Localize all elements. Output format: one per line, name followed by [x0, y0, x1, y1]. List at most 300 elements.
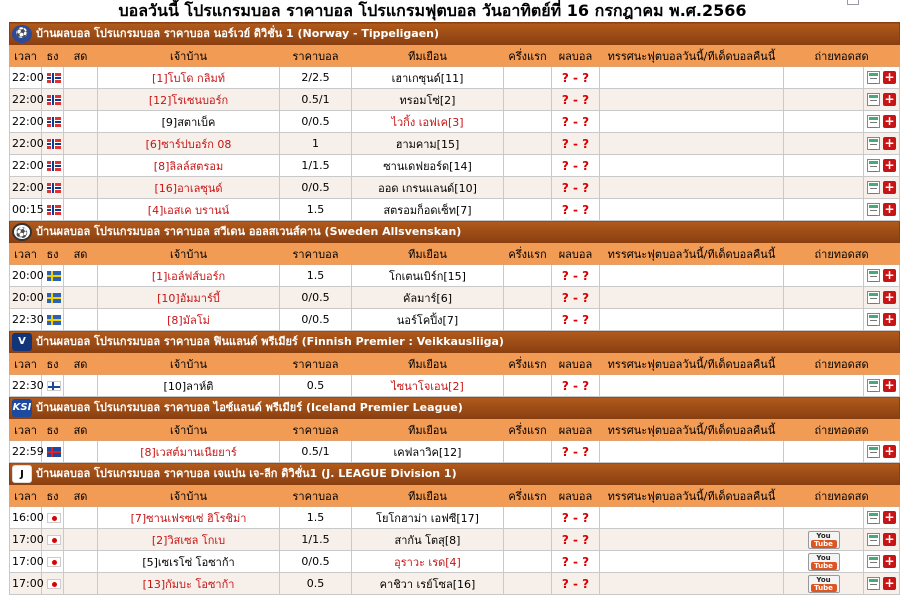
country-flag-icon: [47, 271, 61, 281]
half-time-score: [504, 265, 552, 287]
live-cell: [64, 529, 98, 551]
broadcast-cell: [784, 551, 864, 573]
col-result: ผลบอล: [552, 243, 600, 265]
live-cell: [64, 507, 98, 529]
stats-icon[interactable]: [867, 203, 880, 216]
match-result: ? - ?: [552, 199, 600, 221]
tips-cell[interactable]: [600, 507, 784, 529]
match-result: ? - ?: [552, 309, 600, 331]
home-team[interactable]: [10]อัมมาร์บี้: [98, 287, 280, 309]
odds: 2/2.5: [280, 67, 352, 89]
column-header-row: [10, 243, 900, 265]
country-flag-icon: [47, 95, 61, 105]
half-time-score: [504, 199, 552, 221]
odds: 0.5/1: [280, 89, 352, 111]
home-team[interactable]: [5]เซเรโซ่ โอซาก้า: [98, 551, 280, 573]
away-team[interactable]: สากัน โตสุ[8]: [352, 529, 504, 551]
jleague-icon: J: [12, 465, 32, 483]
add-icon[interactable]: +: [884, 510, 895, 525]
half-time-score: [504, 507, 552, 529]
tips-cell[interactable]: [600, 573, 784, 595]
col-broadcast: ถ่ายทอดสด: [784, 353, 900, 375]
live-cell: [64, 67, 98, 89]
stats-icon[interactable]: [867, 291, 880, 304]
match-time: 22:00: [10, 67, 42, 89]
column-header-row: [10, 353, 900, 375]
actions-cell: [864, 287, 900, 309]
home-team[interactable]: [12]โรเซนบอร์ก: [98, 89, 280, 111]
tips-cell[interactable]: [600, 441, 784, 463]
away-team[interactable]: โยโกฮาม่า เอฟซี[17]: [352, 507, 504, 529]
league-title[interactable]: บ้านผลบอล โปรแกรมบอล ราคาบอล นอร์เวย์ ดิวิชั่น 1 (Norway - Tippeligaen): [36, 27, 440, 40]
col-odds: ราคาบอล: [280, 243, 352, 265]
country-flag-icon: [47, 117, 61, 127]
half-time-score: [504, 155, 552, 177]
live-cell: [64, 111, 98, 133]
flag-cell: [42, 199, 64, 221]
youtube-icon[interactable]: You Tube: [808, 531, 840, 549]
col-broadcast: ถ่ายทอดสด: [784, 419, 900, 441]
broadcast-cell: [784, 265, 864, 287]
broadcast-cell: [784, 441, 864, 463]
stats-icon[interactable]: [867, 159, 880, 172]
tips-cell[interactable]: [600, 265, 784, 287]
col-flag: ธง: [42, 353, 64, 375]
col-odds: ราคาบอล: [280, 45, 352, 67]
away-team[interactable]: สตรอมก็อดเซ็ท[7]: [352, 199, 504, 221]
tips-cell[interactable]: [600, 529, 784, 551]
live-cell: [64, 551, 98, 573]
odds: 0/0.5: [280, 551, 352, 573]
half-time-score: [504, 177, 552, 199]
home-team[interactable]: [1]โบโด กลิมท์: [98, 67, 280, 89]
broadcast-cell: [784, 111, 864, 133]
odds: 0/0.5: [280, 309, 352, 331]
live-cell: [64, 155, 98, 177]
stats-icon[interactable]: [867, 181, 880, 194]
match-row: [10, 177, 900, 199]
actions-cell: [864, 177, 900, 199]
odds: 0/0.5: [280, 111, 352, 133]
col-result: ผลบอล: [552, 353, 600, 375]
league-title[interactable]: บ้านผลบอล โปรแกรมบอล ราคาบอล เจแปน เจ-ลีก ดิวิชั่น1 (J. LEAGUE Division 1): [36, 467, 457, 480]
match-result: ? - ?: [552, 111, 600, 133]
actions-cell: [864, 133, 900, 155]
half-time-score: [504, 89, 552, 111]
col-broadcast: ถ่ายทอดสด: [784, 243, 900, 265]
flag-cell: [42, 89, 64, 111]
home-team[interactable]: [9]สตาเบ็ค: [98, 111, 280, 133]
col-result: ผลบอล: [552, 485, 600, 507]
odds: 0.5: [280, 573, 352, 595]
home-team[interactable]: [8]เวสต์มานเนียยาร์: [98, 441, 280, 463]
norway-league-icon: ⚽: [12, 25, 32, 43]
home-team[interactable]: [13]กัมบะ โอซาก้า: [98, 573, 280, 595]
tips-cell[interactable]: [600, 67, 784, 89]
broadcast-cell: [784, 199, 864, 221]
away-team[interactable]: ฮามคาม[15]: [352, 133, 504, 155]
actions-cell: [864, 441, 900, 463]
broadcast-cell: [784, 177, 864, 199]
schedule-table: [9, 22, 900, 595]
odds: 1/1.5: [280, 529, 352, 551]
match-result: ? - ?: [552, 89, 600, 111]
league-title[interactable]: บ้านผลบอล โปรแกรมบอล ราคาบอล ฟินแลนด์ พรีเมียร์ (Finnish Premier : Veikkausliiga): [36, 335, 504, 348]
actions-cell: [864, 89, 900, 111]
league-header: [10, 397, 900, 419]
actions-cell: [864, 309, 900, 331]
broadcast-cell: [784, 375, 864, 397]
broadcast-cell: [784, 67, 864, 89]
actions-cell: [864, 551, 900, 573]
broadcast-cell: [784, 507, 864, 529]
broadcast-cell: [784, 133, 864, 155]
country-flag-icon: [47, 183, 61, 193]
half-time-score: [504, 287, 552, 309]
match-result: ? - ?: [552, 573, 600, 595]
live-cell: [64, 309, 98, 331]
match-row: [10, 287, 900, 309]
odds: 0.5: [280, 375, 352, 397]
away-team[interactable]: อุราวะ เรด[4]: [352, 551, 504, 573]
match-row: [10, 375, 900, 397]
col-half: ครึ่งแรก: [504, 485, 552, 507]
league-header: [10, 23, 900, 45]
match-result: ? - ?: [552, 265, 600, 287]
flag-cell: [42, 265, 64, 287]
match-time: 16:00: [10, 507, 42, 529]
match-result: ? - ?: [552, 177, 600, 199]
add-icon[interactable]: +: [884, 576, 895, 591]
add-icon[interactable]: +: [884, 202, 895, 217]
col-flag: ธง: [42, 419, 64, 441]
league-title[interactable]: บ้านผลบอล โปรแกรมบอล ราคาบอล สวีเดน ออลสเวนส์คาน (Sweden Allsvenskan): [36, 225, 462, 238]
stats-icon[interactable]: [867, 93, 880, 106]
flag-cell: [42, 155, 64, 177]
actions-cell: [864, 529, 900, 551]
live-cell: [64, 573, 98, 595]
flag-cell: [42, 573, 64, 595]
add-icon[interactable]: +: [884, 554, 895, 569]
odds: 1.5: [280, 507, 352, 529]
match-time: 22:30: [10, 309, 42, 331]
odds: 1/1.5: [280, 155, 352, 177]
tips-cell[interactable]: [600, 89, 784, 111]
youtube-icon[interactable]: You Tube: [808, 575, 840, 593]
add-icon[interactable]: +: [884, 268, 895, 283]
col-result: ผลบอล: [552, 45, 600, 67]
flag-cell: [42, 287, 64, 309]
match-time: 20:00: [10, 287, 42, 309]
odds: 0/0.5: [280, 287, 352, 309]
col-half: ครึ่งแรก: [504, 353, 552, 375]
col-tips: ทรรศนะฟุตบอลวันนี้/ทีเด็ดบอลคืนนี้: [600, 485, 784, 507]
odds: 0/0.5: [280, 177, 352, 199]
tips-cell[interactable]: [600, 375, 784, 397]
match-time: 22:00: [10, 155, 42, 177]
col-live: สด: [64, 353, 98, 375]
col-half: ครึ่งแรก: [504, 243, 552, 265]
match-time: 17:00: [10, 573, 42, 595]
col-live: สด: [64, 419, 98, 441]
add-icon[interactable]: +: [884, 136, 895, 151]
live-cell: [64, 287, 98, 309]
col-tips: ทรรศนะฟุตบอลวันนี้/ทีเด็ดบอลคืนนี้: [600, 419, 784, 441]
col-flag: ธง: [42, 243, 64, 265]
country-flag-icon: [47, 315, 61, 325]
stats-icon[interactable]: [867, 115, 880, 128]
match-row: [10, 551, 900, 573]
odds: 1.5: [280, 199, 352, 221]
half-time-score: [504, 133, 552, 155]
match-result: ? - ?: [552, 507, 600, 529]
flag-cell: [42, 529, 64, 551]
match-time: 00:15: [10, 199, 42, 221]
add-icon[interactable]: +: [884, 378, 895, 393]
tips-cell[interactable]: [600, 287, 784, 309]
stats-icon[interactable]: [867, 71, 880, 84]
live-cell: [64, 89, 98, 111]
half-time-score: [504, 573, 552, 595]
col-tips: ทรรศนะฟุตบอลวันนี้/ทีเด็ดบอลคืนนี้: [600, 353, 784, 375]
country-flag-icon: [47, 139, 61, 149]
col-time: เวลา: [10, 419, 42, 441]
match-result: ? - ?: [552, 67, 600, 89]
away-team[interactable]: ทรอมโซ่[2]: [352, 89, 504, 111]
match-time: 22:00: [10, 133, 42, 155]
flag-cell: [42, 111, 64, 133]
col-tips: ทรรศนะฟุตบอลวันนี้/ทีเด็ดบอลคืนนี้: [600, 243, 784, 265]
broadcast-cell: [784, 309, 864, 331]
flag-cell: [42, 67, 64, 89]
tips-cell[interactable]: [600, 309, 784, 331]
tips-cell[interactable]: [600, 551, 784, 573]
home-team[interactable]: [1]เอล์ฟส์บอร์ก: [98, 265, 280, 287]
country-flag-icon: [47, 557, 61, 567]
live-cell: [64, 199, 98, 221]
col-broadcast: ถ่ายทอดสด: [784, 485, 900, 507]
country-flag-icon: [47, 293, 61, 303]
column-header-row: [10, 485, 900, 507]
flag-cell: [42, 177, 64, 199]
col-flag: ธง: [42, 485, 64, 507]
match-result: ? - ?: [552, 375, 600, 397]
home-team[interactable]: [7]ซานเฟรซเซ่ ฮิโรชิม่า: [98, 507, 280, 529]
match-time: 22:59: [10, 441, 42, 463]
country-flag-icon: [47, 535, 61, 545]
col-away: ทีมเยือน: [352, 353, 504, 375]
column-header-row: [10, 419, 900, 441]
stats-icon[interactable]: [867, 577, 880, 590]
stats-icon[interactable]: [867, 511, 880, 524]
home-team[interactable]: [8]มัลโม่: [98, 309, 280, 331]
stats-icon[interactable]: [867, 269, 880, 282]
home-team[interactable]: [10]ลาห์ติ: [98, 375, 280, 397]
live-cell: [64, 375, 98, 397]
add-icon[interactable]: +: [884, 114, 895, 129]
match-row: [10, 133, 900, 155]
broadcast-cell: [784, 573, 864, 595]
flag-cell: [42, 309, 64, 331]
match-row: [10, 507, 900, 529]
league-header: [10, 221, 900, 243]
col-broadcast: ถ่ายทอดสด: [784, 45, 900, 67]
col-odds: ราคาบอล: [280, 485, 352, 507]
col-time: เวลา: [10, 353, 42, 375]
country-flag-icon: [47, 447, 61, 457]
stats-icon[interactable]: [867, 533, 880, 546]
away-team[interactable]: ไวกิ้ง เอฟเค[3]: [352, 111, 504, 133]
half-time-score: [504, 529, 552, 551]
odds: 1: [280, 133, 352, 155]
half-time-score: [504, 441, 552, 463]
col-home: เจ้าบ้าน: [98, 419, 280, 441]
flag-cell: [42, 551, 64, 573]
flag-cell: [42, 441, 64, 463]
add-icon[interactable]: +: [884, 180, 895, 195]
match-result: ? - ?: [552, 155, 600, 177]
match-result: ? - ?: [552, 551, 600, 573]
col-away: ทีมเยือน: [352, 485, 504, 507]
league-header: [10, 331, 900, 353]
col-tips: ทรรศนะฟุตบอลวันนี้/ทีเด็ดบอลคืนนี้: [600, 45, 784, 67]
away-team[interactable]: คาชิวา เรย์โซล[16]: [352, 573, 504, 595]
league-header: [10, 463, 900, 485]
col-time: เวลา: [10, 243, 42, 265]
away-team[interactable]: ไซนาโจเอน[2]: [352, 375, 504, 397]
away-team[interactable]: ออด เกรนแลนด์[10]: [352, 177, 504, 199]
away-team[interactable]: ซานเดฟยอร์ด[14]: [352, 155, 504, 177]
away-team[interactable]: เฮาเกซุนด์[11]: [352, 67, 504, 89]
stats-icon[interactable]: [867, 445, 880, 458]
away-team[interactable]: คัลมาร์[6]: [352, 287, 504, 309]
actions-cell: [864, 265, 900, 287]
add-icon[interactable]: +: [884, 532, 895, 547]
stats-icon[interactable]: [867, 313, 880, 326]
half-time-score: [504, 67, 552, 89]
tips-cell[interactable]: [600, 133, 784, 155]
country-flag-icon: [47, 381, 61, 391]
flag-cell: [42, 133, 64, 155]
match-row: [10, 309, 900, 331]
odds: 0.5/1: [280, 441, 352, 463]
home-team[interactable]: [6]ซาร์ปบอร์ก 08: [98, 133, 280, 155]
stats-icon[interactable]: [867, 379, 880, 392]
half-time-score: [504, 551, 552, 573]
stats-icon[interactable]: [867, 137, 880, 150]
col-half: ครึ่งแรก: [504, 419, 552, 441]
away-team[interactable]: นอร์โคปิ้ง[7]: [352, 309, 504, 331]
actions-cell: [864, 199, 900, 221]
match-time: 20:00: [10, 265, 42, 287]
col-result: ผลบอล: [552, 419, 600, 441]
match-time: 22:00: [10, 177, 42, 199]
match-row: [10, 573, 900, 595]
corner-widget[interactable]: [847, 0, 859, 5]
broadcast-cell: [784, 89, 864, 111]
match-result: ? - ?: [552, 133, 600, 155]
home-team[interactable]: [4]เอสเค บรานน์: [98, 199, 280, 221]
match-row: [10, 441, 900, 463]
sweden-league-icon: ⚽: [12, 223, 32, 241]
home-team[interactable]: [8]ลิลล์สตรอม: [98, 155, 280, 177]
broadcast-cell: [784, 529, 864, 551]
stats-icon[interactable]: [867, 555, 880, 568]
country-flag-icon: [47, 161, 61, 171]
match-row: [10, 265, 900, 287]
add-icon[interactable]: +: [884, 70, 895, 85]
col-away: ทีมเยือน: [352, 243, 504, 265]
actions-cell: [864, 507, 900, 529]
add-icon[interactable]: +: [884, 290, 895, 305]
away-team[interactable]: เคฟลาวิค[12]: [352, 441, 504, 463]
odds: 1.5: [280, 265, 352, 287]
tips-cell[interactable]: [600, 177, 784, 199]
home-team[interactable]: [2]วิสเซล โกเบ: [98, 529, 280, 551]
col-home: เจ้าบ้าน: [98, 45, 280, 67]
match-row: [10, 89, 900, 111]
col-away: ทีมเยือน: [352, 45, 504, 67]
match-row: [10, 155, 900, 177]
country-flag-icon: [47, 205, 61, 215]
tips-cell[interactable]: [600, 199, 784, 221]
match-time: 22:00: [10, 89, 42, 111]
country-flag-icon: [47, 73, 61, 83]
match-time: 22:00: [10, 111, 42, 133]
add-icon[interactable]: +: [884, 92, 895, 107]
add-icon[interactable]: +: [884, 312, 895, 327]
col-away: ทีมเยือน: [352, 419, 504, 441]
actions-cell: [864, 155, 900, 177]
country-flag-icon: [47, 513, 61, 523]
col-live: สด: [64, 243, 98, 265]
match-time: 22:30: [10, 375, 42, 397]
col-home: เจ้าบ้าน: [98, 243, 280, 265]
col-home: เจ้าบ้าน: [98, 485, 280, 507]
half-time-score: [504, 375, 552, 397]
live-cell: [64, 133, 98, 155]
flag-cell: [42, 507, 64, 529]
match-row: [10, 111, 900, 133]
live-cell: [64, 177, 98, 199]
broadcast-cell: [784, 287, 864, 309]
add-icon[interactable]: +: [884, 444, 895, 459]
match-result: ? - ?: [552, 287, 600, 309]
col-flag: ธง: [42, 45, 64, 67]
live-cell: [64, 441, 98, 463]
actions-cell: [864, 573, 900, 595]
col-time: เวลา: [10, 45, 42, 67]
half-time-score: [504, 111, 552, 133]
col-odds: ราคาบอล: [280, 353, 352, 375]
tips-cell[interactable]: [600, 155, 784, 177]
live-cell: [64, 265, 98, 287]
league-title[interactable]: บ้านผลบอล โปรแกรมบอล ราคาบอล ไอซ์แลนด์ พรีเมียร์ (Iceland Premier League): [36, 401, 463, 414]
youtube-icon[interactable]: You Tube: [808, 553, 840, 571]
col-home: เจ้าบ้าน: [98, 353, 280, 375]
col-live: สด: [64, 485, 98, 507]
match-result: ? - ?: [552, 441, 600, 463]
flag-cell: [42, 375, 64, 397]
finland-league-icon: V: [12, 333, 32, 351]
away-team[interactable]: โกเตนเบิร์ก[15]: [352, 265, 504, 287]
add-icon[interactable]: +: [884, 158, 895, 173]
tips-cell[interactable]: [600, 111, 784, 133]
home-team[interactable]: [16]อาเลซุนด์: [98, 177, 280, 199]
col-odds: ราคาบอล: [280, 419, 352, 441]
iceland-league-icon: KSI: [12, 399, 32, 417]
col-time: เวลา: [10, 485, 42, 507]
